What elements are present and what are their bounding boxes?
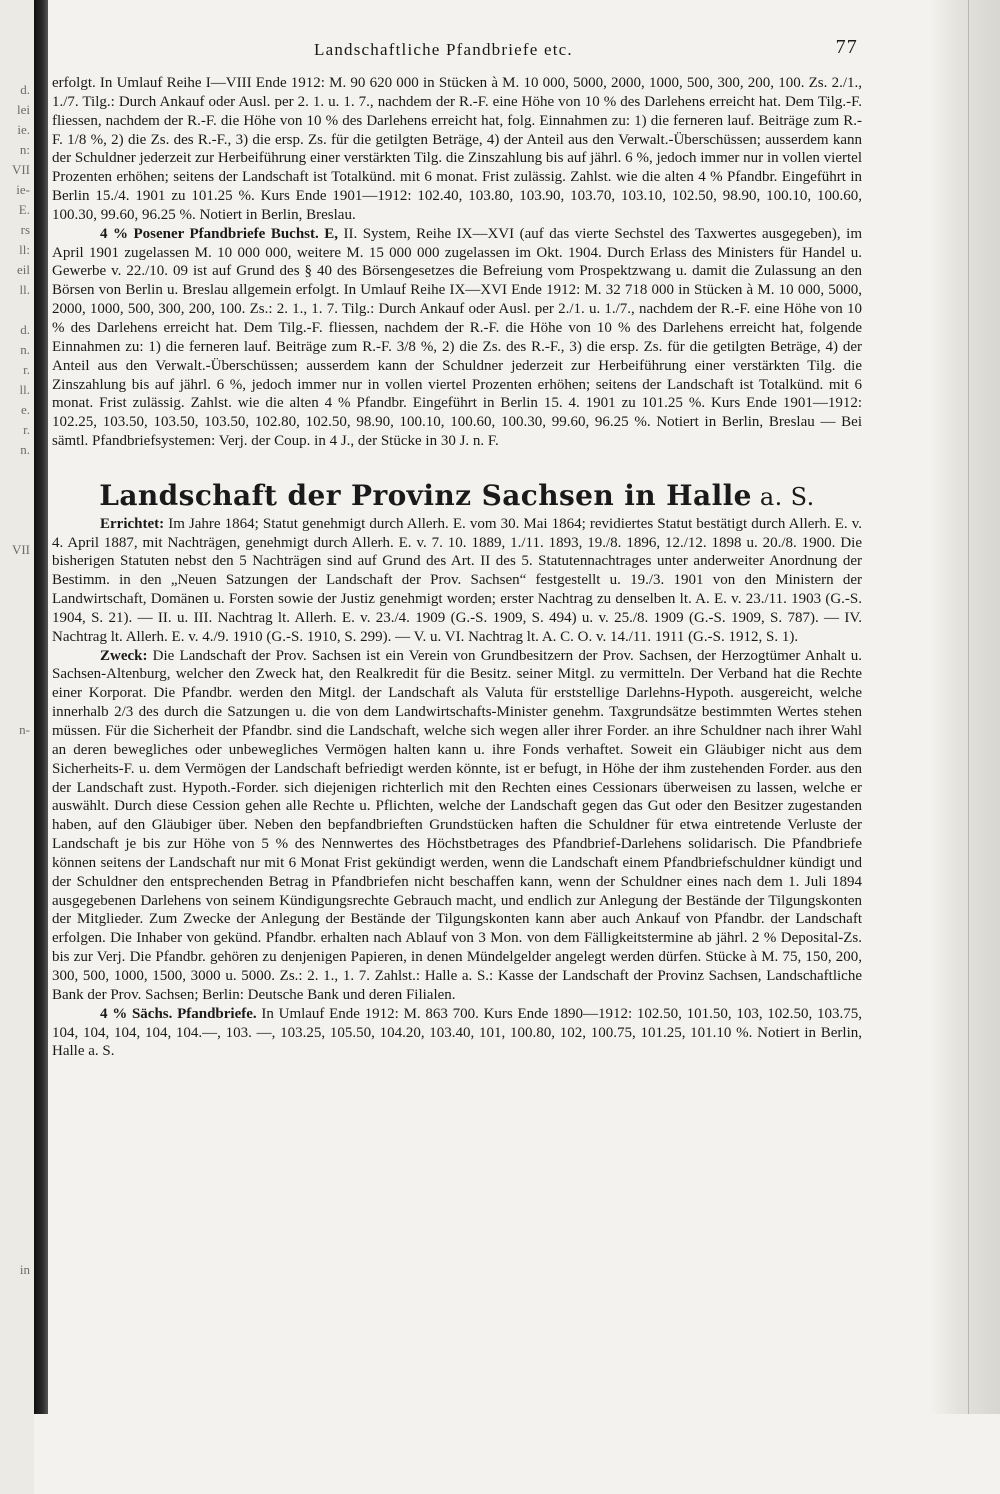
bleed-fragment: VII [11, 542, 30, 557]
bond-text-saechs: In Umlauf Ende 1912: M. 863 700. Kurs Ende 1890—1912: 102.50, 101.50, 103, 102.50, 103.75, 104, 104, 104, 104, 104.—, 103. —, 103.25, 105.50, 104.20, 103.40, 101, 100.80, 102, 100.75, 101.25, 101.10 %. Notiert in Berlin, Halle a. S. [52, 1005, 863, 1060]
paragraph-errichtet [52, 515, 862, 647]
bleed-fragment: n- [19, 722, 30, 737]
bleed-fragment [0, 620, 34, 640]
page [52, 34, 862, 1061]
bleed-fragment [0, 1000, 34, 1020]
bleed-fragment: n. [20, 342, 30, 357]
bond-title-saechs: 4 % Sächs. Pfandbriefe. [100, 1005, 257, 1022]
bleed-fragment: n: [19, 142, 30, 157]
bleed-fragment: e. [20, 402, 30, 417]
bleed-fragment [0, 520, 34, 540]
bleed-fragment [0, 880, 34, 900]
bleed-fragment [0, 1100, 34, 1120]
bleed-fragment: VII [11, 162, 30, 177]
bleed-through-margin [0, 0, 34, 1494]
errichtet-text: Im Jahre 1864; Statut genehmigt durch Allerh. E. vom 30. Mai 1864; revidiertes Statut bestätigt durch Allerh. E. v. 4. April 1887, mit Nachträgen, genehmigt durch Allerh. E. v. 7. 10. 1889, 1./11. 1893, 19./8. 1896, 12./12. 1898 u. 20./8. 1900. Die bisherigen Statuten nebst den 5 Nachträgen sind auf Grund des Art. II des 5. Statutennachtrages unter anderweiter Anordnung der Bestimm. in den „Neuen Satzungen der Landschaft der Prov. Sachsen“ festgestellt u. 19./3. 1901 von den Ministern der Landwirtschaft, Domänen u. Forsten sowie der Justiz genehmigt worden; erster Nachtrag zu denselben lt. A. E. v. 23./11. 1903 (G.-S. 1904, S. 21). — II. u. III. Nachtrag lt. Allerh. E. v. 23./4. 1909 (G.-S. 1909, S. 494) u. v. 25./8. 1909 (G.-S. 1909, S. 787). — IV. Nachtrag lt. Allerh. E. v. 4./9. 1910 (G.-S. 1910, S. 299). — V. u. VI. Nachtrag lt. A. C. O. v. 14./11. 1911 (G.-S. 1912, S. 1). [52, 515, 862, 645]
bleed-fragment: rs [20, 222, 30, 237]
book-spine-shadow [34, 0, 48, 1414]
running-title: Landschaftliche Pfandbriefe etc. [314, 40, 573, 59]
bleed-fragment [0, 780, 34, 800]
bleed-fragment: eil [17, 262, 30, 277]
bleed-fragment [0, 840, 34, 860]
bleed-fragment [0, 1020, 34, 1040]
bleed-fragment [0, 740, 34, 760]
bleed-fragment [0, 480, 34, 500]
bleed-fragment [0, 1120, 34, 1140]
bleed-fragment [0, 1240, 34, 1260]
zweck-text: Die Landschaft der Prov. Sachsen ist ein Verein von Grundbesitzern der Prov. Sachsen, der Herzogtümer Anhalt u. Sachsen-Altenburg, welcher den Zweck hat, den Realkredit für die Besitz. seiner Mitgl. zu vermitteln. Der Verband hat die Rechte einer Korporat. Die Pfandbr. werden den Mitgl. der Landschaft als Valuta für erststellige Darlehns-Hypoth. ausgereicht, welche innerhalb 2/3 des durch die Satzungen u. die von dem Landwirtschafts-Minister genehm. Taxgrundsätze bestimmten Wertes stehen müssen. Für die Sicherheit der Pfandbr. sind die Landschaft, welche sich wegen aller ihrer Forder. an ihre Schuldner nach ihrer Wahl an deren bewegliches oder unbewegliches Vermögen halten kann u. ihre Fonds verhaftet. Soweit ein Gläubiger nicht aus dem Sicherheits-F. u. dem Vermögen der Landschaft befriedigt werden könnte, ist er befugt, in Höhe der ihm zustehenden Forder. aus den der Landschaft zust. Hypoth.-Forder. sich diejenigen richterlich mit den Rechten eines Cessionars überweisen zu lassen, welche er auswählt. Durch diese Cession gehen alle Rechte u. Pflichten, welche der Landschaft gegen das Gut oder den Besitzer zugestanden haben, auf den Gläubiger über. Neben den bepfandbrieften Grundstücken haften die Schuldner für etwa eintretende Verluste der Landschaft je bis zur Höhe von 5 % des Nennwertes des Höchstbetrages des Pfandbrief-Darlehens solidarisch. Die Pfandbriefe können seitens der Landschaft nur mit 6 Monat Frist gekündigt werden, wenn die Landschaft einem Pfandbriefschuldner kündigt und der Schuldner den entsprechenden Betrag in Pfandbriefen nicht beschaffen kann, wenn der Schuldner eines nach dem 1. Juli 1894 ausgegebenen Darlehens von seinem Kündigungsrechte Gebrauch macht, und endlich zur Anlegung der Bestände der Tilgungskonten der Mitglieder. Zum Zwecke der Anlegung der Bestände der Tilgungskonten kann aber auch Ankauf von Pfandbr. der Landschaft erfolgen. Die Inhaber von gekünd. Pfandbr. erhalten nach Ablauf von 3 Mon. von dem Fälligkeitstermine ab jährl. 2 % Deposital-Zs. bis zur Verj. Die Pfandbr. gehören zu denjenigen Papieren, in denen Mündelgelder angelegt werden dürfen. Stücke à M. 75, 150, 200, 300, 500, 1000, 1500, 3000 u. 5000. Zs.: 2. 1., 1. 7. Zahlst.: Halle a. S.: Kasse der Landschaft der Provinz Sachsen, Landschaftliche Bank der Prov. Sachsen; Berlin: Deutsche Bank und deren Filialen. [52, 647, 862, 1003]
bleed-fragment [0, 580, 34, 600]
bleed-fragment [0, 600, 34, 620]
bleed-fragment [0, 980, 34, 1000]
page-number: 77 [835, 36, 858, 58]
bleed-fragment: ll. [19, 382, 30, 397]
bleed-fragment [0, 1160, 34, 1180]
bleed-fragment: ie. [17, 122, 30, 137]
bleed-fragment: n. [20, 442, 30, 457]
bleed-fragment [0, 680, 34, 700]
bleed-fragment [0, 920, 34, 940]
bleed-fragment: E. [18, 202, 30, 217]
bleed-fragment [0, 760, 34, 780]
bleed-fragment [0, 500, 34, 520]
bleed-fragment [0, 1140, 34, 1160]
bleed-fragment: ll. [19, 282, 30, 297]
section-heading [52, 478, 862, 512]
bleed-fragment: in [19, 1262, 30, 1277]
bleed-fragment [0, 1080, 34, 1100]
bleed-fragment [0, 1200, 34, 1220]
bleed-fragment [0, 960, 34, 980]
bleed-fragment: ie- [16, 182, 30, 197]
page-edge [930, 0, 1000, 1414]
bleed-fragment [0, 640, 34, 660]
section-heading-suffix: a. S. [751, 482, 815, 511]
paragraph-zweck [52, 647, 862, 1005]
bleed-fragment [0, 460, 34, 480]
paragraph-posen-buchst-e [52, 225, 862, 451]
zweck-label: Zweck: [100, 647, 148, 664]
bleed-fragment [0, 820, 34, 840]
bleed-fragment: r. [23, 422, 30, 437]
bond-title-posen-e: 4 % Posener Pfandbriefe Buchst. E, [100, 225, 338, 242]
bond-text-posen-e: II. System, Reihe IX—XVI (auf das vierte Sechstel des Taxwertes ausgegeben), im April 1901 zugelassen M. 10 000 000, weitere M. 15 000 000 zugelassen im Okt. 1904. Durch Erlass des Ministers für Handel u. Gewerbe v. 22./10. 09 ist auf Grund des § 40 des Börsengesetzes die Befreiung vom Prospektzwang u. damit die Zulassung an den Börsen von Berlin u. Breslau allgemein erfolgt. In Umlauf Reihe IX—XVI Ende 1912: M. 32 718 000 in Stücken à M. 10 000, 5000, 2000, 1000, 500, 300, 200, 100. Zs.: 2. 1., 1. 7. Tilg.: Durch Ankauf oder Ausl. per 2./1. u. 1./7., nachdem der R.-F. eine Höhe von 10 % des Darlehens erreicht hat. Dem Tilg.-F. fliessen, nachdem der R.-F. die Höhe von 10 % des Darlehens erreicht hat, folgende Einnahmen zu: 1) die ferneren lauf. Beiträge zum R.-F. 3/8 %, 2) die Zs. des R.-F., 3) die ersp. Zs. für die getilgten Beträge, 4) der Anteil aus den Verwalt.-Überschüssen; ausserdem kann der Schuldner jederzeit zur Herbeiführung einer verstärkten Tilg. die Zinszahlung bis auf jährl. 6 %, jedoch immer nur in vollen viertel Prozenten erhöhen; seitens der Landschaft ist Totalkünd. mit 6 monat. Frist zulässig. Zahlst. wie die alten 4 % Pfandbr. Eingeführt in Berlin 15. 4. 1901 zu 101.25 %. Kurs Ende 1901—1912: 102.25, 103.50, 103.50, 103.50, 102.80, 102.50, 98.90, 100.10, 100.60, 100.30, 99.60, 96.25 %. Notiert in Berlin, Breslau — Bei sämtl. Pfandbriefsystemen: Verj. der Coup. in 4 J., der Stücke in 30 J. n. F. [52, 225, 862, 450]
bleed-fragment [0, 560, 34, 580]
bleed-fragment [0, 300, 34, 320]
bleed-fragment [0, 800, 34, 820]
section-heading-main: Landschaft der Provinz Sachsen in Halle [99, 478, 752, 512]
bleed-fragment [0, 940, 34, 960]
running-head [52, 34, 862, 74]
bleed-fragment [0, 860, 34, 880]
paragraph-posen-continued: erfolgt. In Umlauf Reihe I—VIII Ende 1912: M. 90 620 000 in Stücken à M. 10 000, 5000, 2000, 1000, 500, 300, 200, 100. Zs. 2./1., 1./7. Tilg.: Durch Ankauf oder Ausl. per 2. 1. u. 1. 7., nachdem der R.-F. eine Höhe von 10 % des Darlehens erreicht hat. Dem Tilg.-F. fliessen, nachdem der R.-F. die Höhe von 10 % des Darlehens erreicht hat, folg. Einnahmen zu: 1) die ferneren lauf. Beiträge zum R.-F. 1/8 %, 2) die Zs. des R.-F., 3) die ersp. Zs. für die getilgten Beträge, 4) der Anteil aus den Verwalt.-Überschüssen; ausserdem kann der Schuldner jederzeit zur Herbeiführung einer verstärkten Tilg. die Zinszahlung bis auf jährl. 6 %, jedoch immer nur in vollen viertel Prozenten erhöhen; seitens der Landschaft ist Totalkünd. mit 6 monat. Frist zulässig. Zahlst. wie die alten 4 % Pfandbr. Eingeführt in Berlin 15./4. 1901 zu 101.25 %. Kurs Ende 1901—1912: 102.40, 103.80, 103.90, 103.70, 103.10, 102.50, 98.90, 100.10, 100.60, 100.30, 99.60, 96.25 %. Notiert in Berlin, Breslau. [52, 75, 862, 223]
bleed-fragment [0, 700, 34, 720]
paragraph-saechs-pfandbriefe [52, 1005, 862, 1062]
bleed-fragment [0, 1040, 34, 1060]
bleed-fragment: r. [23, 362, 30, 377]
bleed-fragment [0, 1060, 34, 1080]
errichtet-label: Errichtet: [100, 515, 165, 532]
body-text [52, 74, 862, 1061]
bleed-fragment [0, 1180, 34, 1200]
bleed-fragment: lei [17, 102, 30, 117]
bleed-fragment: d. [20, 82, 30, 97]
bleed-fragment: d. [20, 322, 30, 337]
bleed-fragment [0, 900, 34, 920]
bleed-fragment: ll: [19, 242, 30, 257]
bleed-fragment [0, 1220, 34, 1240]
bleed-fragment [0, 660, 34, 680]
